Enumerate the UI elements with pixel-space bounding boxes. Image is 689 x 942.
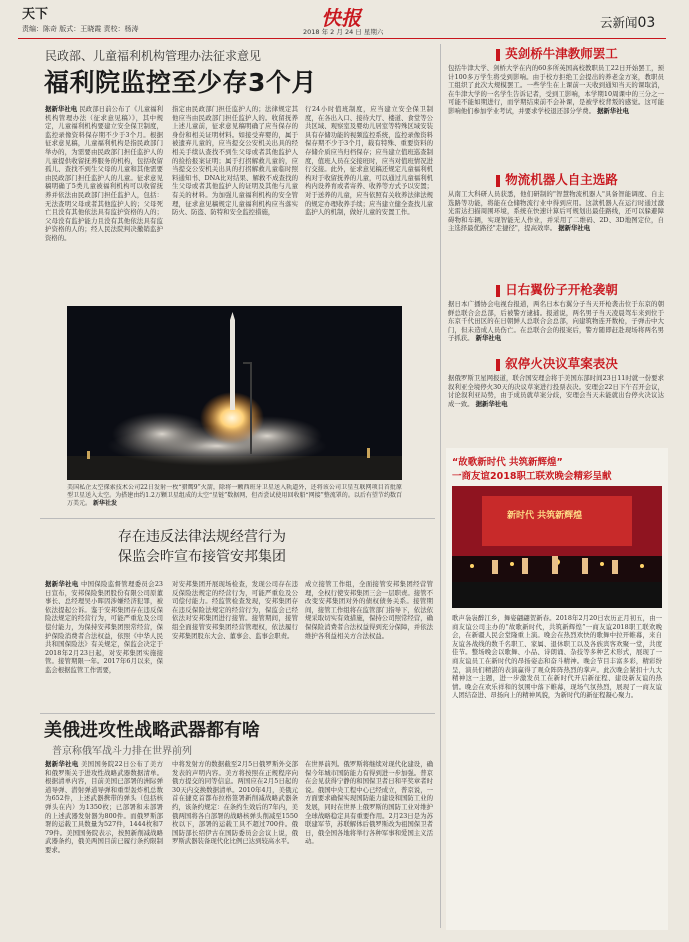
brief-1-body [448,64,664,166]
story2-text-2: 对安邦集团开展现场检查，发现公司存在违反保险法规定的经营行为，可能严重危及公司偿付能力。经监管检查发现，安邦集团存在违反保险法规定的经营行为，保监会已经依法对安邦集团进行接管。接管期间，接管组全面接管安邦集团经营管理权，依法履行安邦集团股东大会、董事会、监事会职责。 [172,580,298,640]
lead-source: 据新华社电 [45,105,78,113]
brief-2-credit: 据新华社电 [558,224,591,233]
photo-caption-text: 美国私企太空探索技术公司22日发射一枚“猎鹰9”火箭，除将一颗西班牙卫星送入轨道外，还将该公司卫星互联网项目首批原型卫星送入太空。为搭建由约1.2万颗卫星组成的太空“星链”数据网，但否尝试使用回收船“网接”整流罩的。以后有望节约数百万美元。 [67,484,402,507]
brief-4-text: 据俄罗斯卫星网报道，联合国安理会将于美国东部时间23日11时就一份要求叙利亚全境停火30天的决议草案进行投票表决。安理会22日下午召开会议，讨论叙利亚局势，由于成员就草案分歧，安理会当天未能就出台停火决议达成一致。 [448,374,664,408]
rocket-launch-image [67,306,402,480]
feature-text: 歌声袅袅醉江乡，舞姿翩翩贺新春。2018年2月20日农历正月初五，由一商友谊公司主办的“故歌新时代，共筑新辉煌”一商友谊2018职工联欢晚会，在新疆人民会堂隆重上演。晚会在热烈欢快的歌舞中拉开帷幕，来自友谊各战线的数千名职工、家属、退休职工以及各族宾客欢聚一堂，共度佳节。整场晚会以歌舞、小品、诗朗诵、杂技等多种艺术形式，展现了一商友谊员工在新时代的昂扬姿态和奋斗精神。晚会节目丰富多彩，精彩纷呈，演员们精湛的表演赢得了观众阵阵热烈的掌声。此次晚会紧扣十九大精神这一主题，进一步激发员工在新时代开启新征程、建设新友谊的热情。晚会在欢乐祥和的氛围中落下帷幕，现场气氛热烈，展现了一商友谊人团结奋进、昂扬向上的精神风貌，为新时代的新征程凝心聚力。 [452,614,662,700]
photo-credit: 新华社发 [92,500,117,507]
feature-block [446,448,668,930]
story3-column-1 [45,760,163,930]
publication-date: 2018 年 2 月 24 日 星期六 [303,28,384,36]
story3-headline: 美俄进攻性战略武器都有啥 [44,720,260,741]
brief-4-bar [496,359,500,371]
feature-body [452,614,662,926]
brief-2-bar [496,175,500,187]
brief-1-credit: 据新华社电 [597,106,629,115]
photo-caption [67,484,402,510]
stage-photo-image [452,486,662,608]
page-header [0,0,689,40]
brief-4-title: 叙停火决议草案表决 [505,356,618,371]
lead-kicker: 民政部、儿童福利机构管理办法征求意见 [45,49,262,63]
story3-column-2 [172,760,298,930]
lead-column-2 [172,105,298,295]
page-number: 03 [637,15,656,31]
brief-3-text: 据日本广播协会电视台报道，两名日本右翼分子当天开枪袭击位于东京的朝鲜总联合会总部，后被警方逮捕。报道说，两名男子当天凌晨驾车来到位于东京千代田区的在日朝鲜人总联合会总部，向建筑物连开数枪，子弹击中大门，但未造成人员伤亡。在总联合会的报案后，警方随即赶赴现场将两名男子抓获。 [448,300,664,343]
story3-source: 据新华社电 [45,760,79,768]
brief-2-headline [446,170,668,188]
page-section [600,13,655,31]
story3-column-3 [305,760,433,930]
brief-2-text: 从南工大科研人员获悉，他们研制的"智慧物流机器人"具备智能调度、自主选路等功能，将能在仓储物流行业中得到应用。这款机器人在运行时通过激光雷达扫描周围环境，系统在快速计算后可规划出最佳路线，还可以躲避障碍物和车辆，实现智能无人作业，并采用了二维码、2D、3D地图定位，自主选择最优路径"走捷径"，提高效率。 [448,190,664,233]
brief-3-headline [446,280,668,298]
brief-4-credit: 据新华社电 [475,399,508,408]
story2-source: 据新华社电 [45,580,79,588]
story3-text-1: 美国国务院22日公布了美方和俄罗斯关于进攻性战略武器数据清单。根据清单内容，目前美国已部署的洲际弹道导弹、潜射弹道导弹和重型轰炸机总数为652件，上述武器携带的弹头（包括核弹头在内）为1350枚；已部署和未部署的上述武器发射器为800件。而俄罗斯部署的运载工具数量为527件，1444枚和779件。美国国务院表示，按照新削减战略武器条约，俄美两国目前已履行条约限制要求。 [45,760,163,854]
lead-text-3: 行24小时值班制度，应当建立安全保卫制度，在各出入口、接待大厅、楼道、食堂等公共区域、观察室及婴幼儿居室等特殊区域安装具有存储功能的视频监控系统，监控录像资料保存期不少于3个月，载有特殊、重要资料的存储介质应当归档保存；应当建立值班巡查制度，值班人员在交接班时，应当对值班情况进行交接。此外，征求意见稿还规定儿童福利机构对于收留抚养的儿童，可以通过儿童福利机构内设养育或者寄养、收养等方式予以安置；对于送养的儿童，应当依照有关收养法律法规的规定办理收养手续；应当建立健全查找儿童监护人的机制，做好儿童的安置工作。 [305,105,433,217]
story3-text-2: 中将发射方的数据截至2月5日俄罗斯外交部发表的声明内容。美方将按照在正规程序向俄方提交的同等信息。两国应在2月5日起的30天内交换数据清单。2010年4月，美俄元首在捷克首都布拉格签署新削减战略武器条约，该条约规定：在条约生效后的7年内，美俄两国将各自部署的战略核弹头削减至1550枚以下，部署的运载工具不超过700件。俄国防部长绍伊古在国防委员会会议上说，俄罗斯武器装备现代化比例已达到较高水平。 [172,760,298,846]
section-name: 天下 [22,7,49,22]
page-section-name: 云新闻 [600,15,638,30]
paper-logo: 快报 [321,6,361,30]
story2-text-1: 中国保险监督管理委员会23日宣布，安邦保险集团股份有限公司原董事长、总经理吴小晖因涉嫌经济犯罪，被依法提起公诉。鉴于安邦集团存在违反保险法规定的经营行为，可能严重危及公司偿付能力，为保持安邦集团照常经营，保护保险消费者合法权益，依照《中华人民共和国保险法》有关规定，保监会决定于2018年2月23日起，对安邦集团实施接管。接管期限一年。2017年6月以来，保监会根据监管工作需要， [45,580,163,674]
feature-headline-1: “故歌新时代 共筑新辉煌” [452,457,563,468]
brief-3-body [448,300,664,350]
story2-column-2 [172,580,298,710]
brief-2-title: 物流机器人自主选路 [505,172,618,187]
divider-2 [40,713,435,714]
staff-credits: 责编：陈奇 版式：王晓霞 责校：杨涛 [22,25,139,33]
column-rule [440,44,441,928]
lead-column-1 [45,105,163,295]
lead-headline: 福利院监控至少存3个月 [44,68,317,97]
brief-4-body [448,374,664,444]
stage-banner-text: 新时代 共筑新辉煌 [507,511,583,521]
story3-text-3: 在世界前列。俄罗斯将继续对现代化建设，确保今年城市国防能力有得到进一步加强。普京在会见获得宁静的和国保卫者日和平奖章者时说。俄国中央工程中心已经成立，普京说，一方面要求确保实现国防能力建设和国防工业的发展，同时在世界上俄罗斯的国防工业对维护全球战略稳定具有重要作用。2月23日是为苏联建军节，苏联解体后俄罗斯改为祖国保卫者日，俄全国各地将举行各种军事和爱国主义活动。 [305,760,433,846]
story2-column-3 [305,580,433,710]
brief-1-headline [446,44,668,62]
brief-3-title: 日右翼份子开枪袭朝 [505,282,618,297]
brief-2-body [448,190,664,276]
brief-3-bar [496,285,500,297]
story2-headline-line2: 保监会昨宣布接管安邦集团 [118,549,286,565]
story2-column-1 [45,580,163,710]
story2-headline-line1: 存在违反法律法规经营行为 [118,529,286,545]
lead-column-3 [305,105,433,295]
rocket-photo [67,306,402,480]
brief-3-credit: 新华社电 [475,334,502,343]
divider-1 [40,518,435,519]
brief-1-text: 包括牛津大学、剑桥大学在内的60多所英国高校教职员工22日开始罢工，预计100多万学生将受到影响。由于校方拒绝工会提出的养老金方案，教职员工组织了此次大规模罢工。一些学生在上课前一天收到通知当天的课取消，在牛津大学的一名学生告诉记者，受到工影响，本学期10周课中的三分之一可能不能如期进行，而学期结束前不会补课，是被学校背叛的感觉。这可能影响他们参加学业考试，并要求学校退还部分学费。 [448,64,664,115]
brief-1-title: 英剑桥牛津教师罢工 [505,46,618,61]
lead-text-1: 民政部日前公布了《儿童福利机构管理办法（征求意见稿）》，其中规定，儿童福利机构要建立安全保卫制度，监控录像资料保存期不少于3个月。根据征求意见稿，儿童福利机构是指民政部门举办的，为需要由民政部门担任监护人的儿童提供收留抚养服务的机构，包括收留孤儿、查找不到生父母的儿童和其他需要由民政部门担任监护人的儿童。征求意见稿明确了5类儿童被福利机构可以收留抚养并依法由民政部门担任监护人，包括：无法查明父母或者其他监护人的；父母死亡且没有其他依法具有监护资格的人的；父母没有监护能力且没有其他依法具有监护资格的人的；经人民法院判决撤销监护资格的。 [45,105,163,242]
story2-text-3: 成立接管工作组，全面接管安邦集团经营管理，全权行使安邦集团三会一层职责。接管不改变安邦集团对外的债权债务关系。接管期间，接管工作组将在监管部门指导下，依法依规采取切实有效措施，保持公司照常经营，确保保险消费者合法权益得到充分保障，并依法维护各利益相关方合法权益。 [305,580,433,640]
header-rule [18,38,666,39]
brief-1-bar [496,49,500,61]
brief-4-headline [446,354,668,372]
feature-headline-2: 一商友谊2018职工联欢晚会精彩呈献 [452,471,612,482]
stage-photo [452,486,662,608]
story3-subhead: 普京称俄军战斗力排在世界前列 [52,746,192,757]
lead-text-2: 指定由民政部门担任监护人的；法律规定其他应当由民政部门担任监护人的。收留抚养上述儿童前，征求意见稿明确了应当保存的身份和相关证明材料。如接受弃婴的，属于被遗弃儿童的，应当提交公安机关出具的经相关手续认查找不到生父母或者其他监护人的捡拾报案证明；属于打拐解救儿童的，应当提交公安机关出具的打拐解救儿童临时照料通知书、DNA比对结果、解救不成查找的生父母或者其他监护人的证明及其他与儿童有关的材料。为加强儿童福利机构的安全管理，征求意见稿规定儿童福利机构应当落实防火、防盗、防特和安全监控措施， [172,105,298,217]
